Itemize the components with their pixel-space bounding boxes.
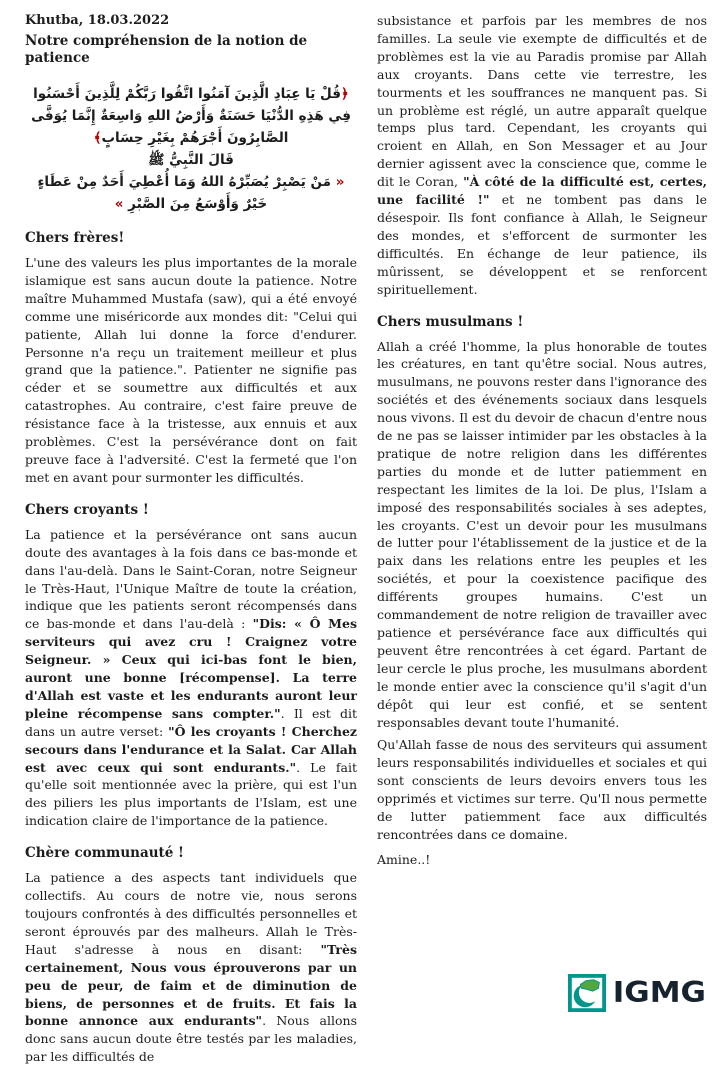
section-heading-brothers: Chers frères! <box>25 230 125 246</box>
section-heading-community: Chère communauté ! <box>25 845 184 862</box>
paragraph-believers: La patience et la persévérance ont sans aucun doute des avantages à la fois dans ce bas-monde et dans l'au-delà. Dans le Saint-Coran, notre Seigneur le Très-Haut, l'Unique Maître de toute la création, indique que les patients seront récompensés dans ce bas-monde et dans l'au-delà : "Dis: « Ô Mes serviteurs qui avez cru ! Craignez votre Seigneur. » Ceux qui ici-bas font le bien, auront une bonne [récompense]. La terre d'Allah est vaste et les endurants auront leur pleine récompense sans compter.". Il est dit dans un autre verset: "Ô les croyants ! Cherchez secours dans l'endurance et la Salat. Car Allah est avec ceux qui sont endurants.". Le fait qu'elle soit mentionnée avec la prière, qui est l'un des piliers les plus importants de l'Islam, est une indication claire de l'importance de la patience. <box>25 526 358 829</box>
arabic-verse: ﴿قُلْ يَا عِبَادِ الَّذِينَ آمَنُوا اتَّقُوا رَبَّكُمْ لِلَّذِينَ أَحْسَنُوا فِي هَذِهِ الدُّنْيَا حَسَنَةٌ وَأَرْضُ اللهِ وَاسِعَةٌ إِنَّمَا يُوَفَّى الصَّابِرُونَ أَجْرَهُمْ بِغَيْرِ حِسَابٍ﴾ <box>31 86 351 146</box>
date-line: Khutba, 18.03.2022 <box>25 13 170 28</box>
paragraph-muslims-1: Allah a créé l'homme, la plus honorable de toutes les créatures, en tant qu'être social. Nous autres, musulmans, ne pouvons rester dans l'ignorance des sociétés et des événements sociaux dans lesquels nous vivons. Il est du devoir de chacun d'entre nous de ne pas se laisser intimider par les obstacles à la pratique de notre religion dans les différentes parties du monde et de lutter patiemment en respectant les limites de la loi. De plus, l'Islam a imposé des responsabilités sociales à ses adeptes, les croyants. C'est un devoir pour les musulmans de lutter pour l'établissement de la justice et de la paix dans les relations entre les peuples et les sociétés, et pour la coexistence pacifique des différents groupes humains. C'est un commandement de notre religion de travailler avec patience et persévérance face aux difficultés qui peuvent être rencontrées à cet égard. Partant de leur cercle le plus proche, les musulmans abordent le monde entier avec la conscience qu'il s'agit d'un dépôt qui leur est confié, et se sentent responsables devant toute l'humanité. <box>377 338 707 730</box>
paragraph-continuation: subsistance et parfois par les membres de nos familles. La seule vie exempte de difficultés et de problèmes est la vie au Paradis promise par Allah aux croyants. Dans cette vie terrestre, les tourments et les souffrances ne manquent pas. Si un problème est réglé, un autre apparaît quelque temps plus tard. Cependant, les croyants qui croient en Allah, en Son Messager et au Jour dernier agissent avec la conscience que, comme le dit le Coran, "À côté de la difficulté est, certes, une facilité !" et ne tombent pas dans le désespoir. Ils font confiance à Allah, le Seigneur des mondes, et s'efforcent de surmonter les difficultés. En échange de leur patience, ils mûrissent, se développent et se renforcent spirituellement. <box>377 13 707 297</box>
arabic-hadith: « مَنْ يَصْبِرْ يُصَبِّرْهُ اللهُ وَمَا أُعْطِيَ أَحَدٌ مِنْ عَطَاءٍ خَيْرٌ وَأَوْسَعُ مِنَ الصَّبْرِ » <box>37 174 345 212</box>
section-heading-muslims: Chers musulmans ! <box>377 313 524 330</box>
igmg-crescent-icon <box>568 974 606 1012</box>
section-heading-believers: Chers croyants ! <box>25 501 149 518</box>
page-title: Notre compréhension de la notion de patience <box>25 33 308 66</box>
paragraph-muslims-2: Qu'Allah fasse de nous des serviteurs qui assument leurs responsabilités individuelles et sociales et qui sont conscients de leurs devoirs envers tous les opprimés et victimes sur terre. Qu'Il nous permette de lutter patiemment face aux difficultés rencontrées dans ce domaine. <box>377 737 707 842</box>
closing-line: Amine..! <box>377 851 431 867</box>
igmg-logo-text: IGMG <box>612 976 706 1010</box>
arabic-attribution: قَالَ النَّبِيُّ ﷺ <box>148 152 234 168</box>
right-column <box>377 12 707 881</box>
paragraph-brothers: L'une des valeurs les plus importantes de la morale islamique est sans aucun doute la patience. Notre maître Muhammed Mustafa (saw), qui a été envoyé comme une miséricorde aux mondes dit: "Celui qui patiente, Allah lui donne la force d'endurer. Personne n'a reçu un traitement meilleur et plus grand que la patience.". Patienter ne signifie pas céder et se soumettre aux difficultés et aux catastrophes. Au contraire, c'est faire preuve de résistance face à la tristesse, aux ennuis et aux problèmes. C'est la persévérance dont on fait preuve face à l'adversité. C'est la fermeté que l'on met en avant pour surmonter les difficultés. <box>25 255 357 485</box>
left-column <box>25 12 357 1066</box>
arabic-quote-block <box>25 83 357 215</box>
paragraph-community: La patience a des aspects tant individuels que collectifs. Au cours de notre vie, nous serons toujours confrontés à des difficultés personnelles et seront éprouvés par des malheurs. Allah le Très-Haut s'adresse à nous en disant: "Très certainement, Nous vous éprouverons par un peu de peur, de faim et de diminution de biens, de personnes et de fruits. Et fais la bonne annonce aux endurants". Nous allons donc sans aucun doute être testés par les maladies, par les difficultés de <box>25 870 357 1065</box>
igmg-logo <box>568 974 706 1012</box>
